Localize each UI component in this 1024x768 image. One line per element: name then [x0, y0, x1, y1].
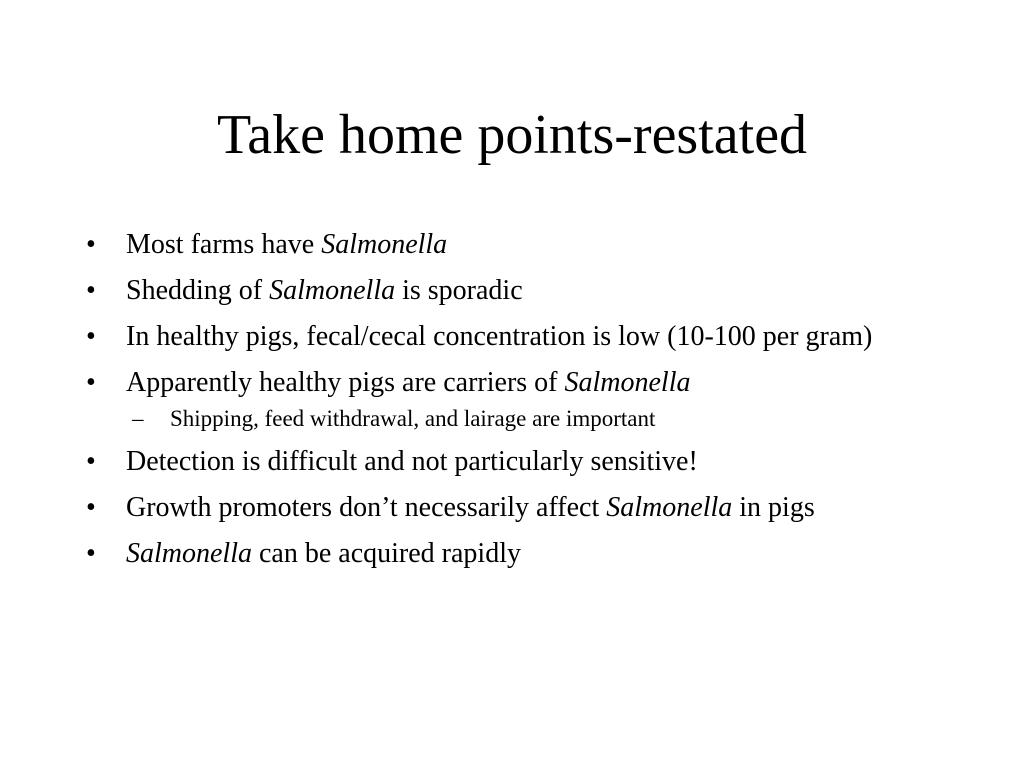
bullet-text: In healthy pigs, fecal/cecal concentration is low (10-100 per gram)	[126, 321, 873, 352]
bullet-text-tail: can be acquired rapidly	[252, 538, 521, 569]
bullet-item	[86, 535, 916, 572]
bullet-marker: •	[86, 446, 96, 477]
bullet-marker: •	[86, 538, 96, 569]
bullet-item	[86, 489, 916, 526]
bullet-text: Growth promoters don’t necessarily affect	[126, 492, 607, 523]
bullet-text-tail: in pigs	[732, 492, 815, 523]
bullet-item	[86, 226, 916, 263]
bullet-text: Detection is difficult and not particularly sensitive!	[126, 446, 698, 477]
bullet-emphasis: Salmonella	[564, 367, 691, 398]
bullet-item	[86, 272, 916, 309]
bullet-emphasis: Salmonella	[321, 229, 448, 260]
bullet-marker: •	[86, 229, 96, 260]
bullet-marker: •	[86, 367, 96, 398]
sub-bullet-item	[86, 404, 916, 434]
bullet-item	[86, 364, 916, 401]
bullet-emphasis: Salmonella	[606, 492, 733, 523]
bullet-item	[86, 443, 916, 480]
bullet-emphasis: Salmonella	[269, 275, 396, 306]
bullet-list	[86, 226, 916, 581]
bullet-emphasis: Salmonella	[126, 538, 252, 569]
bullet-marker: •	[86, 321, 96, 352]
sub-bullet-text: Shipping, feed withdrawal, and lairage are important	[170, 406, 656, 431]
bullet-text: Shedding of	[126, 275, 270, 306]
bullet-text: Apparently healthy pigs are carriers of	[126, 367, 565, 398]
bullet-text: Most farms have	[126, 229, 322, 260]
bullet-marker: •	[86, 275, 96, 306]
bullet-marker: •	[86, 492, 96, 523]
slide-title: Take home points-restated	[216, 104, 808, 166]
bullet-item	[86, 318, 916, 355]
bullet-text-tail: is sporadic	[395, 275, 523, 306]
sub-bullet-marker: –	[132, 406, 144, 431]
